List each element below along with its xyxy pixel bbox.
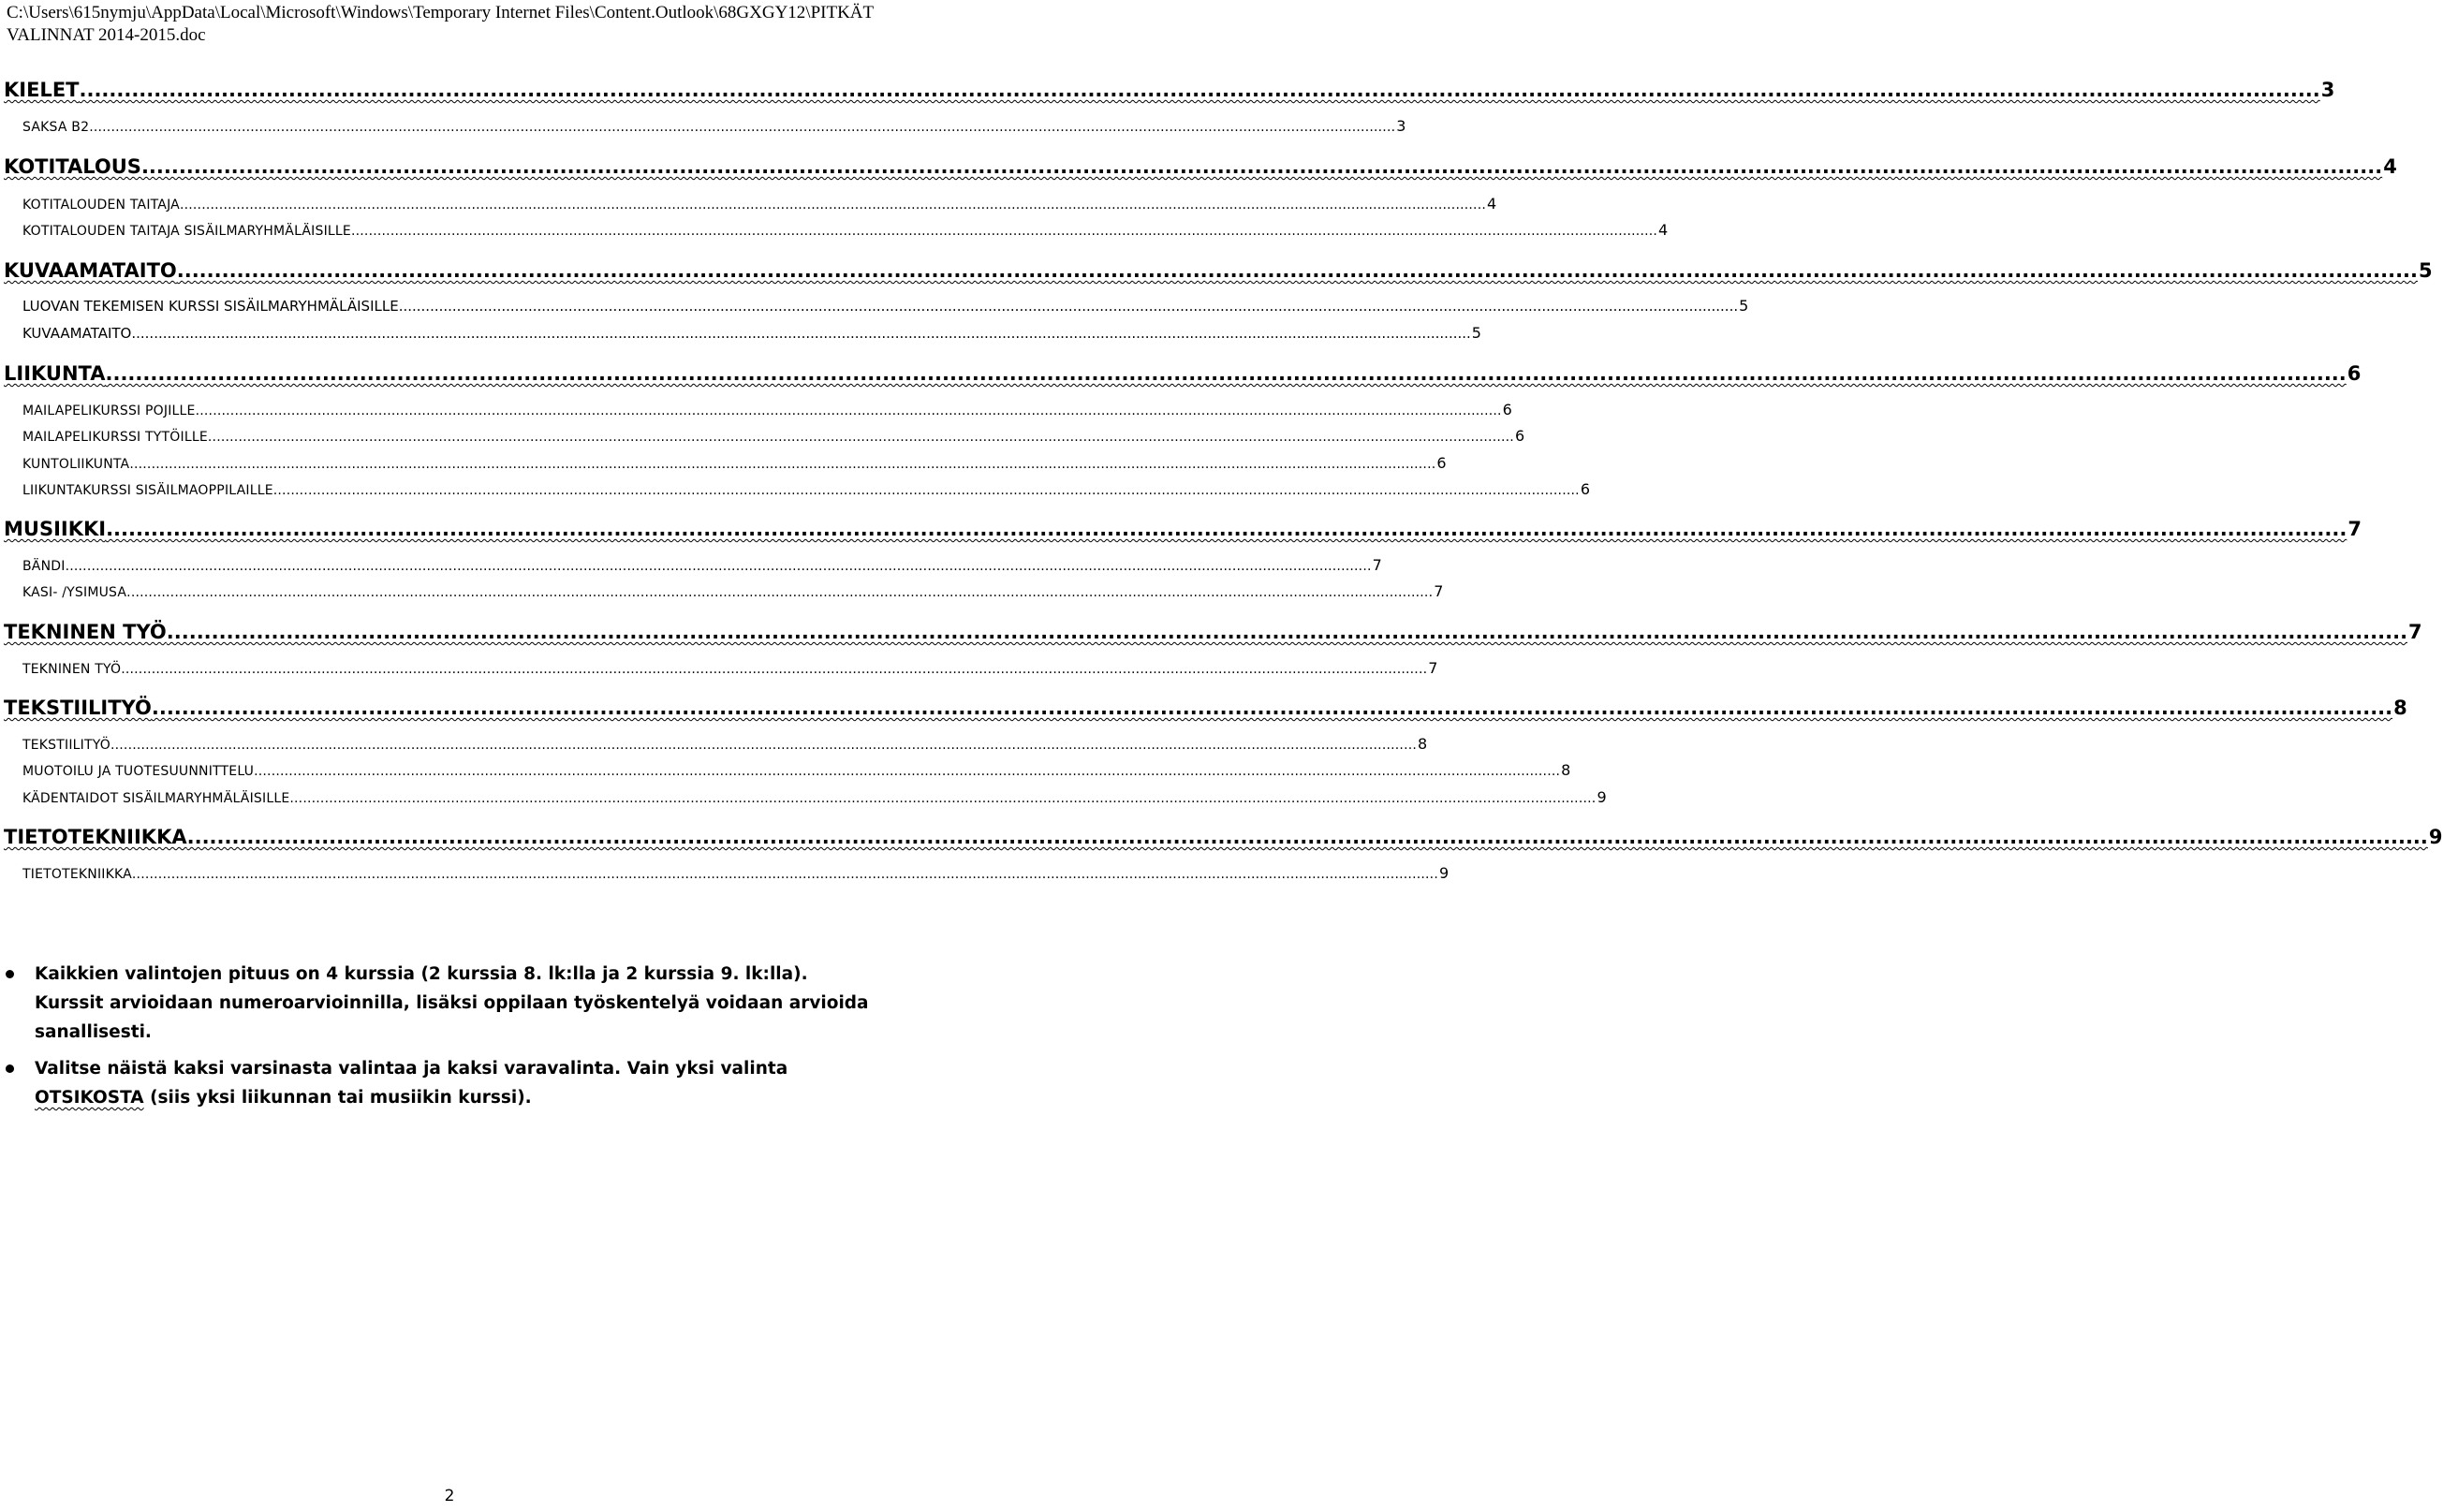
toc-entry-label: KOTITALOUDEN TAITAJA	[22, 198, 180, 213]
toc-subentry[interactable]	[22, 117, 1406, 135]
toc-entry-label: LUOVAN TEKEMISEN KURSSI SISÄILMARYHMÄLÄISILLE	[22, 298, 399, 315]
toc-subentry[interactable]	[22, 324, 1481, 342]
toc-page-number: 9	[2428, 826, 2443, 848]
toc-page-number: 4	[2383, 155, 2397, 178]
toc-entry-label: KÄDENTAIDOT SISÄILMARYHMÄLÄISILLE	[22, 791, 290, 806]
toc-page-number: 7	[1434, 582, 1444, 600]
toc-dot-leader: ............................................................................................................................................................................................................................................................................................................	[131, 325, 1471, 342]
toc-dot-leader: ............................................................................................................................................................................................................................................................................................................	[110, 738, 1418, 753]
toc-heading-entry[interactable]	[4, 259, 2433, 282]
toc-subentry[interactable]	[22, 454, 1447, 472]
toc-heading-entry[interactable]	[4, 362, 2362, 385]
toc-dot-leader: ............................................................................................................................................................................................................................................................................................................	[151, 697, 2393, 719]
toc-dot-leader: ............................................................................................................................................................................................................................................................................................................	[79, 79, 2320, 101]
toc-dot-leader: ............................................................................................................................................................................................................................................................................................................	[106, 518, 2347, 540]
toc-heading-entry[interactable]	[4, 826, 2443, 848]
toc-page-number: 7	[2408, 621, 2422, 643]
toc-entry-label: LIIKUNTAKURSSI SISÄILMAOPPILAILLE	[22, 483, 273, 498]
toc-subentry[interactable]	[22, 735, 1428, 753]
toc-entry-label: TEKSTIILITYÖ	[22, 738, 110, 753]
note-text	[35, 1054, 877, 1112]
toc-heading-entry[interactable]	[4, 79, 2335, 101]
toc-entry-label: TEKSTIILITYÖ	[4, 697, 152, 719]
toc-dot-leader: ............................................................................................................................................................................................................................................................................................................	[89, 120, 1396, 135]
toc-page-number: 6	[1580, 480, 1591, 498]
toc-subentry[interactable]	[22, 221, 1669, 239]
toc-subentry[interactable]	[22, 297, 1749, 315]
toc-page-number: 5	[1739, 297, 1749, 315]
toc-entry-label: TEKNINEN TYÖ	[4, 621, 167, 643]
toc-subentry[interactable]	[22, 864, 1450, 882]
toc-page-number: 6	[2347, 362, 2362, 385]
toc-dot-leader: ............................................................................................................................................................................................................................................................................................................	[166, 621, 2408, 643]
toc-entry-label: LIIKUNTA	[4, 362, 106, 385]
toc-page-number: 7	[1428, 659, 1438, 677]
toc-page-number: 8	[2393, 697, 2407, 719]
toc-subentry[interactable]	[22, 659, 1438, 677]
toc-page-number: 7	[2347, 518, 2362, 540]
toc-page-number: 3	[2320, 79, 2335, 101]
toc-page-number: 7	[1372, 556, 1383, 574]
toc-dot-leader: ............................................................................................................................................................................................................................................................................................................	[195, 404, 1502, 418]
toc-dot-leader: ............................................................................................................................................................................................................................................................................................................	[289, 791, 1597, 806]
toc-entry-label: MUOTOILU JA TUOTESUUNNITTELU	[22, 764, 255, 779]
toc-dot-leader: ............................................................................................................................................................................................................................................................................................................	[350, 224, 1658, 239]
toc-page-number: 5	[2419, 259, 2433, 282]
toc-entry-label: BÄNDI	[22, 559, 66, 574]
toc-subentry[interactable]	[22, 556, 1383, 574]
toc-page-number: 3	[1396, 117, 1406, 135]
toc-dot-leader: ............................................................................................................................................................................................................................................................................................................	[126, 585, 1434, 600]
toc-dot-leader: ............................................................................................................................................................................................................................................................................................................	[398, 298, 1739, 315]
toc-heading-entry[interactable]	[4, 621, 2422, 643]
toc-subentry[interactable]	[22, 788, 1607, 806]
page-number: 2	[444, 1487, 455, 1505]
toc-entry-label: KASI- /YSIMUSA	[22, 585, 127, 600]
toc-heading-entry[interactable]	[4, 518, 2362, 540]
toc-entry-label: KOTITALOUS	[4, 155, 141, 178]
note-text: Kaikkien valintojen pituus on 4 kurssia (2 kurssia 8. lk:lla ja 2 kurssia 9. lk:lla). Kurssit arvioidaan numeroarvioinnilla, lisäksi oppilaan työskentelyä voidaan arvioida sanallisesti.	[35, 964, 869, 1042]
toc-entry-label: TIETOTEKNIIKKA	[22, 867, 132, 882]
toc-page-number: 4	[1487, 195, 1497, 213]
toc-dot-leader: ............................................................................................................................................................................................................................................................................................................	[176, 259, 2419, 282]
toc-entry-label: MUSIIKKI	[4, 518, 107, 540]
toc-heading-entry[interactable]	[4, 155, 2397, 178]
toc-entry-label: SAKSA B2	[22, 120, 90, 135]
note-text-lead: Valitse näistä kaksi varsinasta valintaa ja kaksi varavalinta. Vain yksi valinta	[35, 1059, 788, 1079]
toc-entry-label: TIETOTEKNIIKKA	[4, 826, 187, 848]
toc-subentry[interactable]	[22, 582, 1444, 600]
toc-page-number: 5	[1471, 324, 1481, 342]
toc-page-number: 6	[1436, 454, 1447, 472]
toc-entry-label: KUNTOLIIKUNTA	[22, 457, 130, 472]
toc-page-number: 9	[1438, 864, 1450, 882]
bullet-dot-icon	[6, 970, 14, 978]
toc-dot-leader: ............................................................................................................................................................................................................................................................................................................	[105, 362, 2347, 385]
toc-page-number: 9	[1597, 788, 1607, 806]
toc-subentry[interactable]	[22, 401, 1513, 418]
toc-heading-entry[interactable]	[4, 697, 2407, 719]
toc-page-number: 4	[1658, 221, 1669, 239]
toc-dot-leader: ............................................................................................................................................................................................................................................................................................................	[65, 559, 1372, 574]
toc-entry-label: TEKNINEN TYÖ	[22, 662, 122, 677]
toc-dot-leader: ............................................................................................................................................................................................................................................................................................................	[186, 826, 2428, 848]
toc-entry-label: KUVAAMATAITO	[22, 325, 132, 342]
toc-page-number: 6	[1514, 427, 1525, 445]
toc-subentry[interactable]	[22, 761, 1571, 779]
file-path-header: C:\Users\615nymju\AppData\Local\Microsoft\Windows\Temporary Internet Files\Content.Outlook\68GXGY12\PITKÄT VALINNAT 2014-2015.doc	[7, 3, 874, 45]
toc-subentry[interactable]	[22, 195, 1497, 213]
toc-entry-label: KIELET	[4, 79, 80, 101]
toc-dot-leader: ............................................................................................................................................................................................................................................................................................................	[140, 155, 2383, 178]
toc-dot-leader: ............................................................................................................................................................................................................................................................................................................	[272, 483, 1580, 498]
toc-page-number: 8	[1418, 735, 1428, 753]
toc-entry-label: KUVAAMATAITO	[4, 259, 177, 282]
toc-page-number: 8	[1561, 761, 1571, 779]
toc-entry-label: MAILAPELIKURSSI POJILLE	[22, 404, 196, 418]
note-text-tail: (siis yksi liikunnan tai musiikin kurssi).	[143, 1088, 532, 1108]
toc-dot-leader: ............................................................................................................................................................................................................................................................................................................	[254, 764, 1561, 779]
toc-page-number: 6	[1502, 401, 1513, 418]
bullet-dot-icon	[6, 1064, 14, 1073]
toc-dot-leader: ............................................................................................................................................................................................................................................................................................................	[131, 867, 1438, 882]
toc-subentry[interactable]	[22, 480, 1591, 498]
toc-entry-label: KOTITALOUDEN TAITAJA SISÄILMARYHMÄLÄISILLE	[22, 224, 351, 239]
toc-dot-leader: ............................................................................................................................................................................................................................................................................................................	[129, 457, 1436, 472]
note-emphasis: OTSIKOSTA	[35, 1088, 144, 1108]
toc-dot-leader: ............................................................................................................................................................................................................................................................................................................	[207, 430, 1514, 445]
toc-dot-leader: ............................................................................................................................................................................................................................................................................................................	[121, 662, 1428, 677]
toc-subentry[interactable]	[22, 427, 1525, 445]
toc-dot-leader: ............................................................................................................................................................................................................................................................................................................	[179, 198, 1487, 213]
toc-entry-label: MAILAPELIKURSSI TYTÖILLE	[22, 430, 208, 445]
